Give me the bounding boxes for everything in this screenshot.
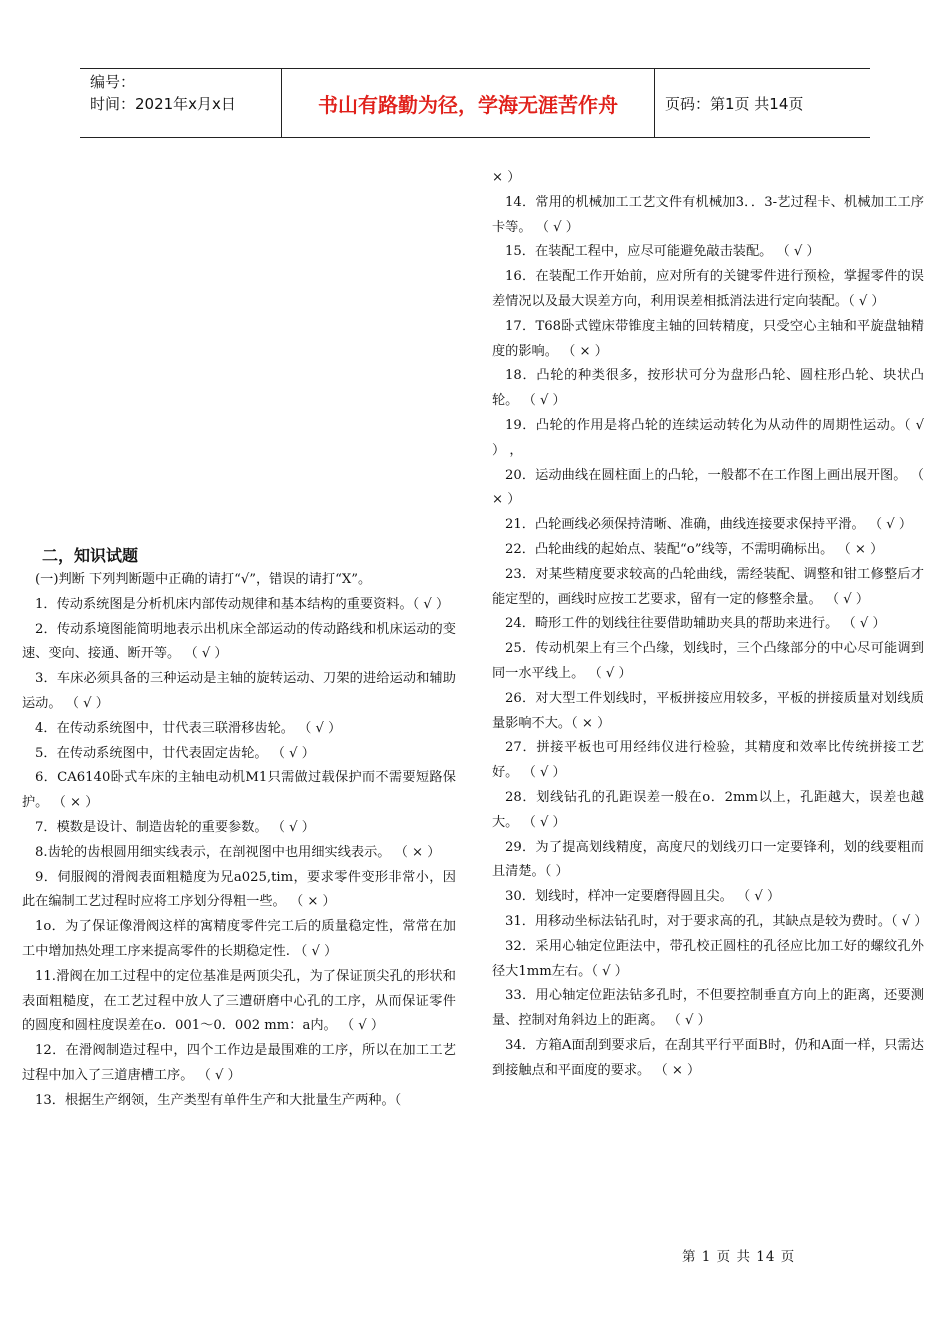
header-meta — [80, 69, 281, 137]
left-column — [22, 568, 456, 1114]
question-item: 29．为了提高划线精度，高度尺的划线刃口一定要锋利，划的线要粗而且清楚。（ ） — [492, 839, 924, 880]
header-number-label: 编号： — [90, 73, 136, 91]
right-column — [492, 166, 928, 1083]
question-item: 28．划线钻孔的孔距误差一般在o．2mm以上，孔距越大，误差也越大。 （ √ ） — [492, 789, 924, 830]
question-item: 23．对某些精度要求较高的凸轮曲线，需经装配、调整和钳工修整后才能定型的，画线时应按工艺要求，留有一定的修整余量。 （ √ ） — [492, 566, 924, 607]
question-item: 14．常用的机械加工工艺文件有机械加3．．3-艺过程卡、机械加工工序卡等。 （ √ ） — [492, 194, 924, 235]
question-item: 21．凸轮画线必须保持清晰、准确，曲线连接要求保持平滑。 （ √ ） — [505, 517, 913, 533]
question-item: 18．凸轮的种类很多，按形状可分为盘形凸轮、圆柱形凸轮、块状凸轮。 （ √ ） — [492, 368, 924, 409]
section-title: 二，知识试题 — [42, 546, 139, 565]
question-item: 13．根据生产纲领，生产类型有单件生产和大批量生产两种。（ — [35, 1092, 402, 1108]
question-item: × ） — [492, 170, 521, 185]
question-item: 24．畸形工件的划线往往要借助辅助夹具的帮助来进行。 （ √ ） — [505, 616, 886, 632]
question-item: 15．在装配工程中，应尽可能避免敲击装配。 （ √ ） — [505, 244, 820, 260]
question-item: 16．在装配工作开始前，应对所有的关键零件进行预检，掌握零件的误差情况以及最大误差方向，利用误差相抵消法进行定向装配。（ √ ） — [492, 269, 924, 309]
question-item: 2．传动系境图能简明地表示出机床全部运动的传动路线和机床运动的变速、变向、接通、断开等。 （ √ ） — [22, 621, 456, 662]
question-item: 8.齿轮的齿根圆用细实线表示，在剖视图中也用细实线表示。 （ × ） — [35, 844, 441, 860]
question-item: 4．在传动系统图中，廿代表三联滑移齿轮。 （ √ ） — [35, 720, 342, 736]
question-item: 32．采用心轴定位距法中，带孔校正圆柱的孔径应比加工好的螺纹孔外径大1mm左右。（ √ ） — [492, 938, 924, 979]
question-item: 3．车床必须具备的三种运动是主轴的旋转运动、刀架的进给运动和辅助运动。 （ √ ） — [22, 671, 456, 711]
question-item: 34．方箱A面刮到要求后，在刮其平行平面B时，仍和A面一样，只需达到接触点和平面度的要求。 （ × ） — [492, 1037, 924, 1078]
question-item: 33．用心轴定位距法钻多孔时，不但要控制垂直方向上的距离，还要测量、控制对角斜边上的距离。 （ √ ） — [492, 988, 924, 1029]
question-item: 19．凸轮的作用是将凸轮的连续运动转化为从动件的周期性运动。（ √ ） ， — [492, 417, 924, 458]
question-item: 1o．为了保证像滑阀这样的寓精度零件完工后的质量稳定性，常常在加工中增加热处理工序来提高零件的长期稳定性. （ √ ） — [22, 919, 456, 959]
question-item: 6．CA6140卧式车床的主轴电动机M1只需做过载保护而不需要短路保护。 （ × ） — [22, 770, 456, 811]
question-item: 1．传动系统图是分析机床内部传动规律和基本结构的重要资料。（ √ ） — [35, 596, 450, 612]
header-date-label: 时间：2021年x月x日 — [90, 95, 236, 113]
question-item: 5．在传动系统图中，廿代表固定齿轮。 （ √ ） — [35, 745, 315, 761]
question-item: 25．传动机架上有三个凸缘，划线时，三个凸缘部分的中心尽可能调到同一水平线上。 （ √ ） — [492, 641, 924, 681]
page-footer: 第 1 页 共 14 页 — [682, 1249, 796, 1265]
question-item: 12．在滑阀制造过程中，四个工作边是最围难的工序，所以在加工工艺过程中加入了三道唐槽工序。 （ √ ） — [22, 1043, 456, 1083]
question-item: 17．T68卧式镗床带锥度主轴的回转精度，只受空心主轴和平旋盘轴精度的影响。 （ × ） — [492, 318, 924, 359]
question-item: 22．凸轮曲线的起始点、装配“o”线等，不需明确标出。 （ × ） — [505, 541, 884, 557]
question-item: 20．运动曲线在圆柱面上的凸轮，一般都不在工作图上画出展开图。 （ × ） — [492, 467, 924, 508]
section-intro: (一)判断 下列判断题中正确的请打“√”，错误的请打“X”。 — [35, 572, 372, 587]
question-item: 9．伺服阀的滑阀表面粗糙度为兄a025,tim，要求零件变形非常小，因此在编制工艺过程时应将工序划分得粗一些。 （ × ） — [22, 869, 456, 910]
question-item: 31．用移动坐标法钻孔时，对于要求高的孔，其缺点是较为费时。（ √ ） — [505, 913, 928, 929]
question-item: 11.滑阀在加工过程中的定位基准是两顶尖孔，为了保证顶尖孔的形状和表面粗糙度，在工艺过程中放人了三遭研磨中心孔的工序，从而保证零件的圆度和圆柱度误差在o．001～0．002 mm：a内。 （ √ ） — [22, 968, 456, 1034]
question-item: 27．拼接平板也可用经纬仪进行检验，其精度和效率比传统拼接工艺好。 （ √ ） — [492, 740, 924, 781]
header-page-label: 页码：第1页 共14页 — [665, 94, 804, 113]
question-item: 7．模数是设计、制造齿轮的重要参数。 （ √ ） — [35, 819, 315, 835]
question-item: 26．对大型工件划线时，平板拼接应用较多，平板的拼接质量对划线质量影响不大。（ × ） — [492, 690, 924, 731]
page-header — [80, 68, 870, 138]
header-motto: 书山有路勤为径，学海无涯苦作舟 — [281, 69, 655, 137]
question-item: 30．划线时，样冲一定要磨得圆且尖。 （ √ ） — [505, 889, 781, 905]
